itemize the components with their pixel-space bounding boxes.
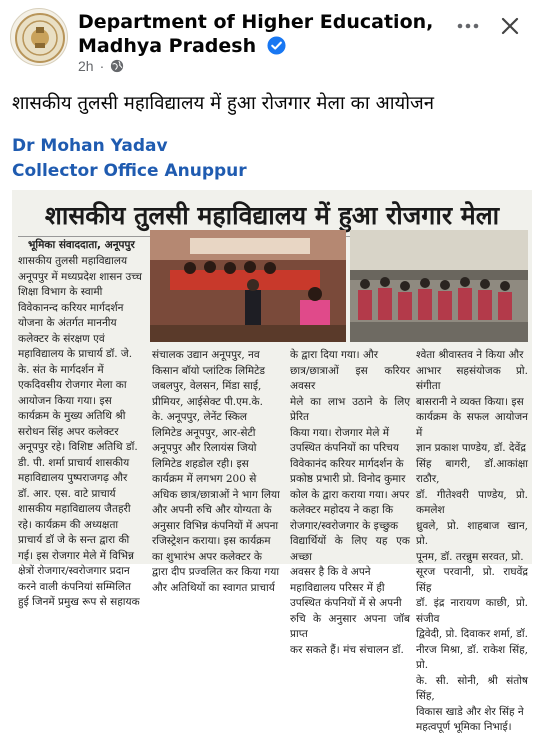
clipping-headline: शासकीय तुलसी महाविद्यालय में हुआ रोजगार मेला	[44, 201, 500, 230]
post-byline	[12, 134, 247, 184]
newspaper-clipping-image[interactable]	[12, 190, 532, 733]
close-icon	[496, 12, 524, 40]
page-name-line[interactable]	[78, 10, 458, 58]
emblem-icon	[11, 9, 69, 67]
more-icon	[452, 14, 484, 38]
byline-name: Dr Mohan Yadav	[12, 136, 168, 156]
clipping-column-2: संचालक उद्यान अनूपपुर, नव किसान बॉयो प्लांटिक लिमिटेड जबलपुर, वेलसन, मिंडा साई, प्रीमियर, आईसेक्ट पी.एम.के. के. अनूपपुर, लेनेंट स्किल लिमिटेड अनूपपुर, आर-सेटी अनूपपुर और रिलायंस जियो लिमिटेड शहडोल रही। इस कार्यक्रम में लगभग 200 से अधिक छात्र/छात्राओं ने भाग लिया और अपनी रुचि और योग्यता के अनुसार विभिन्न कंपनियों में अपना रजिस्ट्रेशन कराया। इस कार्यक्रम का शुभारंभ अपर कलेक्टर के द्वारा दीप प्रज्वलित कर किया गया और अतिथियों का स्वागत प्राचार्य	[152, 349, 280, 594]
verified-badge-icon	[267, 36, 286, 55]
close-button[interactable]	[496, 12, 524, 40]
post-meta	[78, 58, 124, 74]
clipping-column-3: के द्वारा दिया गया। और छात्र/छात्राओं इस करियर अवसर मेले का लाभ उठाने के लिए प्रेरित किया गया। रोजगार मेले में उपस्थित कंपनियों का परिचय विवेकानंद करियर मार्गदर्शन के प्रकोष्ठ प्रभारी प्रो. विनोद कुमार कोल के द्वारा कराया गया। अपर कलेक्टर महोदय ने कहा कि रोजगार/स्वरोजगार के इच्छुक विद्यार्थियों के लिए यह एक अच्छा अवसर है कि वे अपने महाविद्यालय परिसर में ही उपस्थित कंपनियों में से अपनी रुचि के अनुसार अपना जॉब प्राप्त कर सकते हैं। मंच संचालन डॉ.	[290, 349, 410, 656]
post-header	[0, 0, 540, 84]
post-title-text: शासकीय तुलसी महाविद्यालय में हुआ रोजगार मेला का आयोजन	[12, 93, 434, 114]
clipping-dateline: भूमिका संवाददाता, अनूपपुर	[28, 239, 135, 251]
globe-icon[interactable]	[110, 59, 124, 73]
event-photo-stage	[150, 230, 346, 342]
clipping-column-1: शासकीय तुलसी महाविद्यालय अनूपपुर में मध्यप्रदेश शासन उच्च शिक्षा विभाग के स्वामी विवेकानन्द करियर मार्गदर्शन योजना के अंतर्गत माननीय कलेक्टर के संरक्षण एवं महाविद्यालय के प्राचार्य डॉ. जे. के. संत के मार्गदर्शन में एकदिवसीय रोजगार मेला का आयोजन किया गया। इस कार्यक्रम के मुख्य अतिथि श्री सरोधन सिंह अपर कलेक्टर अनूपपुर रहे। विशिष्ट अतिथि डॉ. डी. पी. शर्मा प्राचार्य शासकीय महाविद्यालय पुष्पराजगढ़ और डॉ. आर. एस. वाटे प्राचार्य शासकीय महाविद्यालय जैतहरी रहे। कार्यक्रम की अध्यक्षता प्राचार्य डॉ जे के सन्त द्वारा की गई। इस रोजगार मेले में विभिन्न क्षेत्रों रोजगार/स्वरोजगार प्रदान करने वाली कंपनियां सम्मिलित हुई जिनमें प्रमुख रूप से सहायक	[18, 255, 142, 608]
meta-separator: ·	[99, 58, 105, 74]
page-name[interactable]: Department of Higher Education, Madhya Pradesh	[78, 11, 434, 57]
byline-office: Collector Office Anuppur	[12, 161, 247, 181]
event-photo-audience	[350, 230, 528, 342]
clipping-column-4: श्वेता श्रीवास्तव ने किया और आभार सहसंयोजक प्रो. संगीता बासरानी ने व्यक्त किया। इस कार्यक्रम के सफल आयोजन में ज्ञान प्रकाश पाण्डेय, डॉ. देवेंद्र सिंह बागरी, डॉ.आकांक्षा राठौर, डॉ. गीतेश्वरी पाण्डेय, प्रो. कमलेश ध्रुवले, प्रो. शाहबाज खान, प्रो. पूनम, डॉ. तरन्नुम सरवत, प्रो. सूरज परवानी, प्रो. राघवेंद्र सिंह डॉ. इंद्र नारायण काछी, प्रो. संजीव द्विवेदी, प्रो. दिवाकर शर्मा, डॉ. नीरज मिश्रा, डॉ. राकेश सिंह, प्रो. के. सी. सोनी, श्री संतोष सिंह, विकास खाडे और शेर सिंह ने महत्वपूर्ण भूमिका निभाई।	[416, 349, 528, 733]
post-time[interactable]: 2h	[78, 58, 94, 74]
more-button[interactable]	[452, 14, 484, 38]
page-avatar[interactable]	[10, 8, 68, 66]
